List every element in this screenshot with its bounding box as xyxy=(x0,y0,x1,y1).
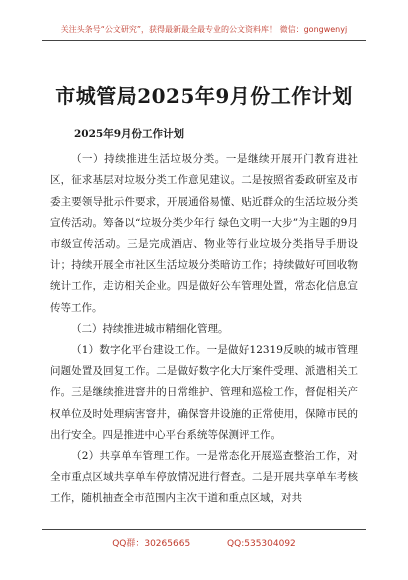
header-note: 关注头条号“公文研究”，获得最新最全最专业的公文资料库！ 微信：gongwenyj xyxy=(60,25,348,34)
footer-divider xyxy=(42,529,366,530)
document-subtitle: 2025年9月份工作计划 xyxy=(74,128,185,140)
paragraph: （一）持续推进生活垃圾分类。一是继续开展开门教育进社区，征求基层对垃圾分类工作意见建议。二是按照省委政研室及市委主要领导批示件要求，开展通俗易懂、贴近群众的生活垃圾分类宣传活动。筹备以“垃圾分类少年行 绿色文明一大步”为主题的9月市级宣传活动。三是完成酒店、物业等行业垃圾分类指导手册设计；持续开展全市社区生活垃圾分类暗访工作；持续做好可回收物统计工作，走访相关企业。四是做好公车管理处置，常态化信息宣传等工作。 xyxy=(50,153,358,314)
footer-qq: QQ:535304092 xyxy=(227,539,296,549)
document-body xyxy=(50,124,358,510)
document-title: 市城管局2025年9月份工作计划 xyxy=(55,84,353,108)
footer-qq-group: QQ群：30265665 xyxy=(112,539,191,549)
footer xyxy=(0,536,408,549)
paragraph: （1）数字化平台建设工作。一是做好12319反映的城市管理问题处置及回复工作。二是做好数字化大厅案件受理、派遣相关工作。三是继续推进窨井的日常维护、管理和巡检工作，督促相关产权单位及时处理病害窨井，确保窨井设施的正常使用，保障市民的出行安全。四是推进中心平台系统等保测评工作。 xyxy=(50,344,358,441)
paragraph: （二）持续推进城市精细化管理。 xyxy=(71,322,229,335)
header-divider xyxy=(42,40,366,41)
paragraph: （2）共享单车管理工作。一是常态化开展巡查整治工作，对全市重点区域共享单车停放情况进行督查。二是开展共享单车考核工作，随机抽查全市范围内主次干道和重点区域，对共 xyxy=(50,450,358,505)
